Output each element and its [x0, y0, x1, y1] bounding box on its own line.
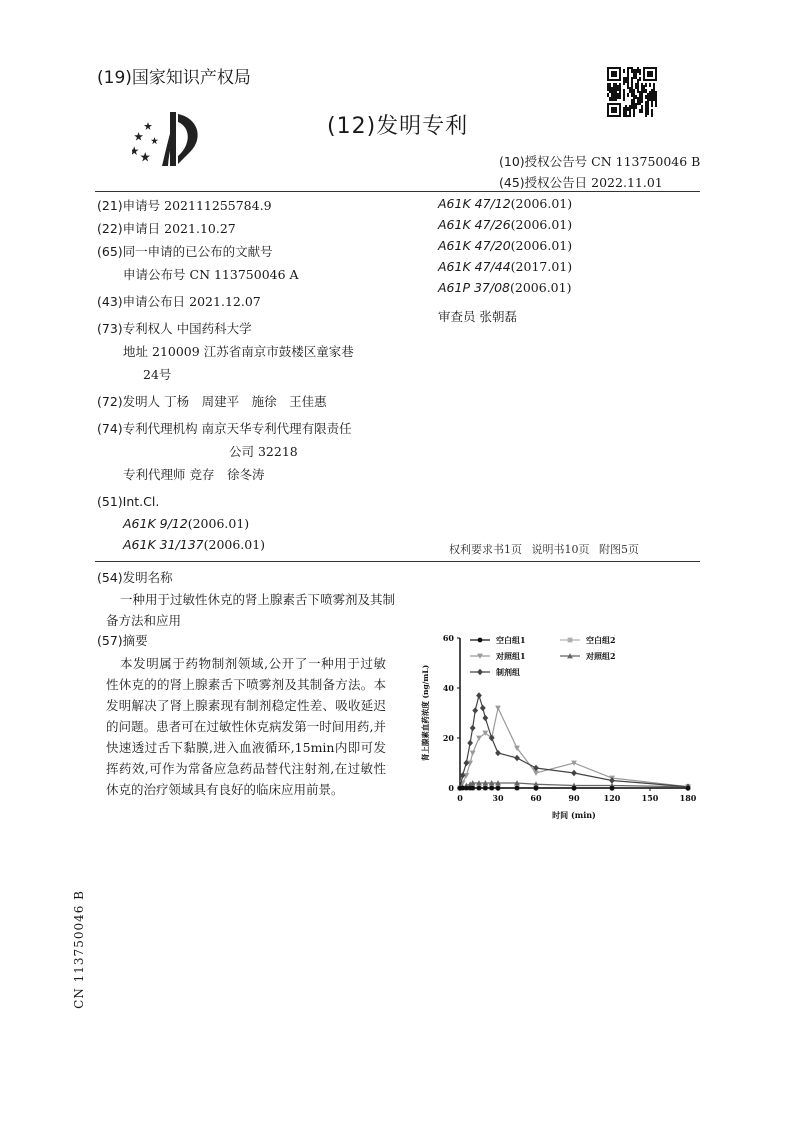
legend-marker	[477, 669, 483, 675]
pub-no-row	[97, 263, 354, 286]
x-tick-label: 30	[492, 793, 504, 803]
cnipa-logo	[132, 110, 208, 168]
y-tick-label: 40	[442, 683, 454, 693]
address-line1: 210009 江苏省南京市鼓楼区童家巷	[152, 344, 354, 359]
y-tick-label: 0	[448, 783, 454, 793]
patentee-label: (73)专利权人	[97, 321, 173, 336]
data-point	[482, 715, 488, 721]
ipc-item	[438, 256, 572, 277]
title-label: (54)发明名称	[97, 570, 173, 585]
pub-no: CN 113750046 A	[189, 267, 299, 282]
x-tick-label: 150	[641, 793, 659, 803]
x-tick-label: 60	[530, 793, 542, 803]
ipc-item	[438, 214, 572, 235]
app-date-row	[97, 217, 354, 240]
grant-date-label: (45)授权公告日	[499, 175, 588, 190]
qr-code	[607, 67, 657, 117]
ipc-item	[438, 277, 572, 298]
data-point	[480, 705, 486, 711]
pub-date-label: (43)申请公布日	[97, 294, 186, 309]
app-date-label: (22)申请日	[97, 221, 161, 236]
y-tick-label: 20	[442, 733, 454, 743]
data-point	[476, 736, 482, 741]
concentration-chart	[412, 628, 702, 833]
data-point	[472, 707, 478, 713]
ipc-item	[438, 193, 572, 214]
app-no: 202111255784.9	[164, 198, 272, 213]
legend-label: 空白组2	[586, 635, 616, 645]
ipc-version: (2017.01)	[510, 259, 573, 274]
agency-label: (74)专利代理机构	[97, 421, 198, 436]
legend-label: 空白组1	[496, 635, 526, 645]
page-count: 权利要求书1页 说明书10页 附图5页	[449, 543, 639, 556]
agents-row	[97, 463, 354, 486]
ipc-version: (2006.01)	[510, 217, 573, 232]
examiner-row	[438, 306, 572, 327]
abstract-body: 本发明属于药物制剂领域,公开了一种用于过敏性休克的的肾上腺素舌下喷雾剂及其制备方法。本发明解决了肾上腺素现有制剂稳定性差、吸收延迟的问题。患者可在过敏性休克病发第一时间用药,并快速透过舌下黏膜,进入血液循环,15min内即可发挥药效,可作为常备应急药品替代注射剂,在过敏性休克的治疗领域具有良好的临床应用前景。	[106, 656, 386, 797]
data-point	[496, 786, 501, 791]
data-point	[495, 706, 501, 711]
inventors-row	[97, 390, 354, 413]
app-no-row	[97, 194, 354, 217]
invention-title: 一种用于过敏性休克的肾上腺素舌下喷雾剂及其制备方法和应用	[106, 592, 396, 628]
address-line2: 24号	[143, 367, 172, 382]
intcl-label: (51)Int.Cl.	[97, 494, 160, 509]
data-point	[534, 786, 539, 791]
inventors-label: (72)发明人	[97, 394, 161, 409]
data-point	[476, 692, 482, 698]
data-point	[467, 740, 473, 746]
data-point	[489, 786, 494, 791]
ipc-version: (2006.01)	[510, 238, 573, 253]
agency-line1: 南京天华专利代理有限责任	[201, 421, 352, 436]
divider-mid	[95, 561, 700, 562]
app-no-label: (21)申请号	[97, 198, 161, 213]
data-point	[483, 786, 488, 791]
intcl-item	[97, 513, 354, 534]
data-point	[470, 786, 475, 791]
grant-number-label: (10)授权公告号	[499, 154, 588, 169]
address-row	[97, 340, 354, 363]
legend-label: 对照组2	[586, 651, 616, 661]
y-axis-label: 肾上腺素血药浓度 (ng/mL)	[421, 664, 430, 762]
patentee: 中国药科大学	[176, 321, 252, 336]
grant-number: CN 113750046 B	[591, 154, 701, 169]
intcl-item	[97, 534, 354, 555]
sidebar-patent-number: CN 113750046 B	[72, 890, 86, 1009]
pub-no-label: 申请公布号	[123, 267, 186, 282]
agents-label: 专利代理师	[123, 467, 186, 482]
data-point	[610, 786, 615, 791]
biblio-left	[97, 194, 354, 555]
data-point	[686, 786, 691, 791]
intcl-label-row	[97, 490, 354, 513]
data-point	[470, 725, 476, 731]
data-point	[515, 786, 520, 791]
intcl-version: (2006.01)	[187, 516, 250, 531]
data-point	[477, 786, 482, 791]
inventors: 丁杨 周建平 施徐 王佳惠	[164, 394, 327, 409]
intcl-code: A61K 9/12	[123, 516, 188, 531]
publication-info	[499, 151, 700, 193]
legend-label: 对照组1	[496, 651, 526, 661]
ipc-version: (2006.01)	[510, 196, 573, 211]
data-point	[495, 750, 501, 756]
ipc-code: A61K 47/26	[438, 217, 511, 232]
intcl-code: A61K 31/137	[123, 537, 204, 552]
agents: 竞存 徐冬涛	[189, 467, 265, 482]
ipc-code: A61K 47/12	[438, 196, 511, 211]
pub-date: 2021.12.07	[189, 294, 261, 309]
ipc-code: A61K 47/20	[438, 238, 511, 253]
address-label: 地址	[123, 344, 149, 359]
grant-date: 2022.11.01	[591, 175, 663, 190]
ipc-version: (2006.01)	[510, 280, 572, 295]
patentee-row	[97, 317, 354, 340]
ipc-item	[438, 235, 572, 256]
ipc-code: A61P 37/08	[438, 280, 510, 295]
data-point	[572, 786, 577, 791]
data-point	[470, 751, 476, 756]
legend-marker	[568, 638, 573, 643]
agency-row	[97, 417, 354, 440]
grant-date-row	[499, 172, 700, 193]
examiner-name: 张朝磊	[479, 309, 518, 324]
data-point	[533, 771, 539, 776]
x-axis-label: 时间 (min)	[552, 810, 596, 820]
legend-label: 制剂组	[496, 667, 520, 677]
ipc-code: A61K 47/44	[438, 259, 511, 274]
prior-pub-label: (65)同一申请的已公布的文献号	[97, 244, 273, 259]
divider-top	[95, 191, 700, 192]
x-tick-label: 180	[679, 793, 697, 803]
office-name: (19)国家知识产权局	[97, 68, 251, 88]
data-point	[571, 770, 577, 776]
intcl-version: (2006.01)	[203, 537, 266, 552]
x-tick-label: 90	[568, 793, 580, 803]
data-point	[514, 755, 520, 761]
pub-date-row	[97, 290, 354, 313]
x-tick-label: 0	[457, 793, 463, 803]
legend-marker	[478, 638, 483, 643]
grant-number-row	[499, 151, 700, 172]
prior-pub-row	[97, 240, 354, 263]
abstract-label: (57)摘要	[97, 633, 148, 648]
app-date: 2021.10.27	[164, 221, 236, 236]
ipc-right	[438, 193, 572, 327]
y-tick-label: 60	[442, 633, 454, 643]
document-type: (12)发明专利	[327, 114, 469, 139]
x-tick-label: 120	[603, 793, 621, 803]
agency-line2: 公司 32218	[229, 444, 298, 459]
examiner-label: 审查员	[438, 309, 476, 324]
